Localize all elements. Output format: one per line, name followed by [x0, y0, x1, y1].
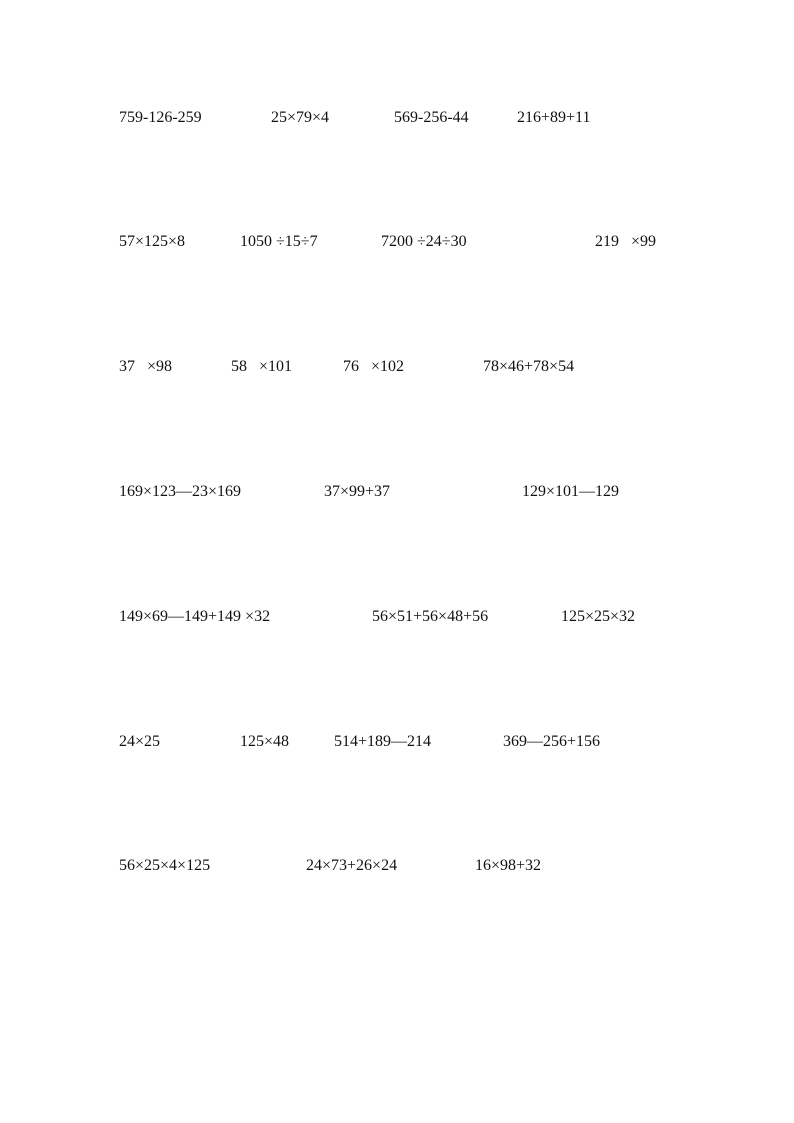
expression: 78×46+78×54 — [483, 358, 575, 375]
expression: 169×123—23×169 — [119, 483, 242, 500]
expression: 16×98+32 — [475, 857, 542, 874]
expression: 25×79×4 — [271, 109, 330, 126]
expression: 7200 ÷24÷30 — [381, 233, 467, 250]
expression: 759-126-259 — [119, 109, 202, 126]
expression: 216+89+11 — [517, 109, 591, 126]
expression: 56×51+56×48+56 — [372, 608, 489, 625]
expression: 76 ×102 — [343, 358, 405, 375]
expression: 369—256+156 — [503, 733, 601, 750]
expression: 58 ×101 — [231, 358, 293, 375]
expression: 129×101—129 — [522, 483, 620, 500]
expression: 1050 ÷15÷7 — [240, 233, 318, 250]
expression: 56×25×4×125 — [119, 857, 211, 874]
expression: 149×69—149+149 ×32 — [119, 608, 271, 625]
expression: 219 ×99 — [595, 233, 657, 250]
expression: 24×25 — [119, 733, 161, 750]
expression: 24×73+26×24 — [306, 857, 398, 874]
expression: 37 ×98 — [119, 358, 173, 375]
expression: 37×99+37 — [324, 483, 391, 500]
expression: 514+189—214 — [334, 733, 432, 750]
expression: 125×25×32 — [561, 608, 636, 625]
expression: 57×125×8 — [119, 233, 186, 250]
expression: 125×48 — [240, 733, 290, 750]
expression: 569-256-44 — [394, 109, 469, 126]
